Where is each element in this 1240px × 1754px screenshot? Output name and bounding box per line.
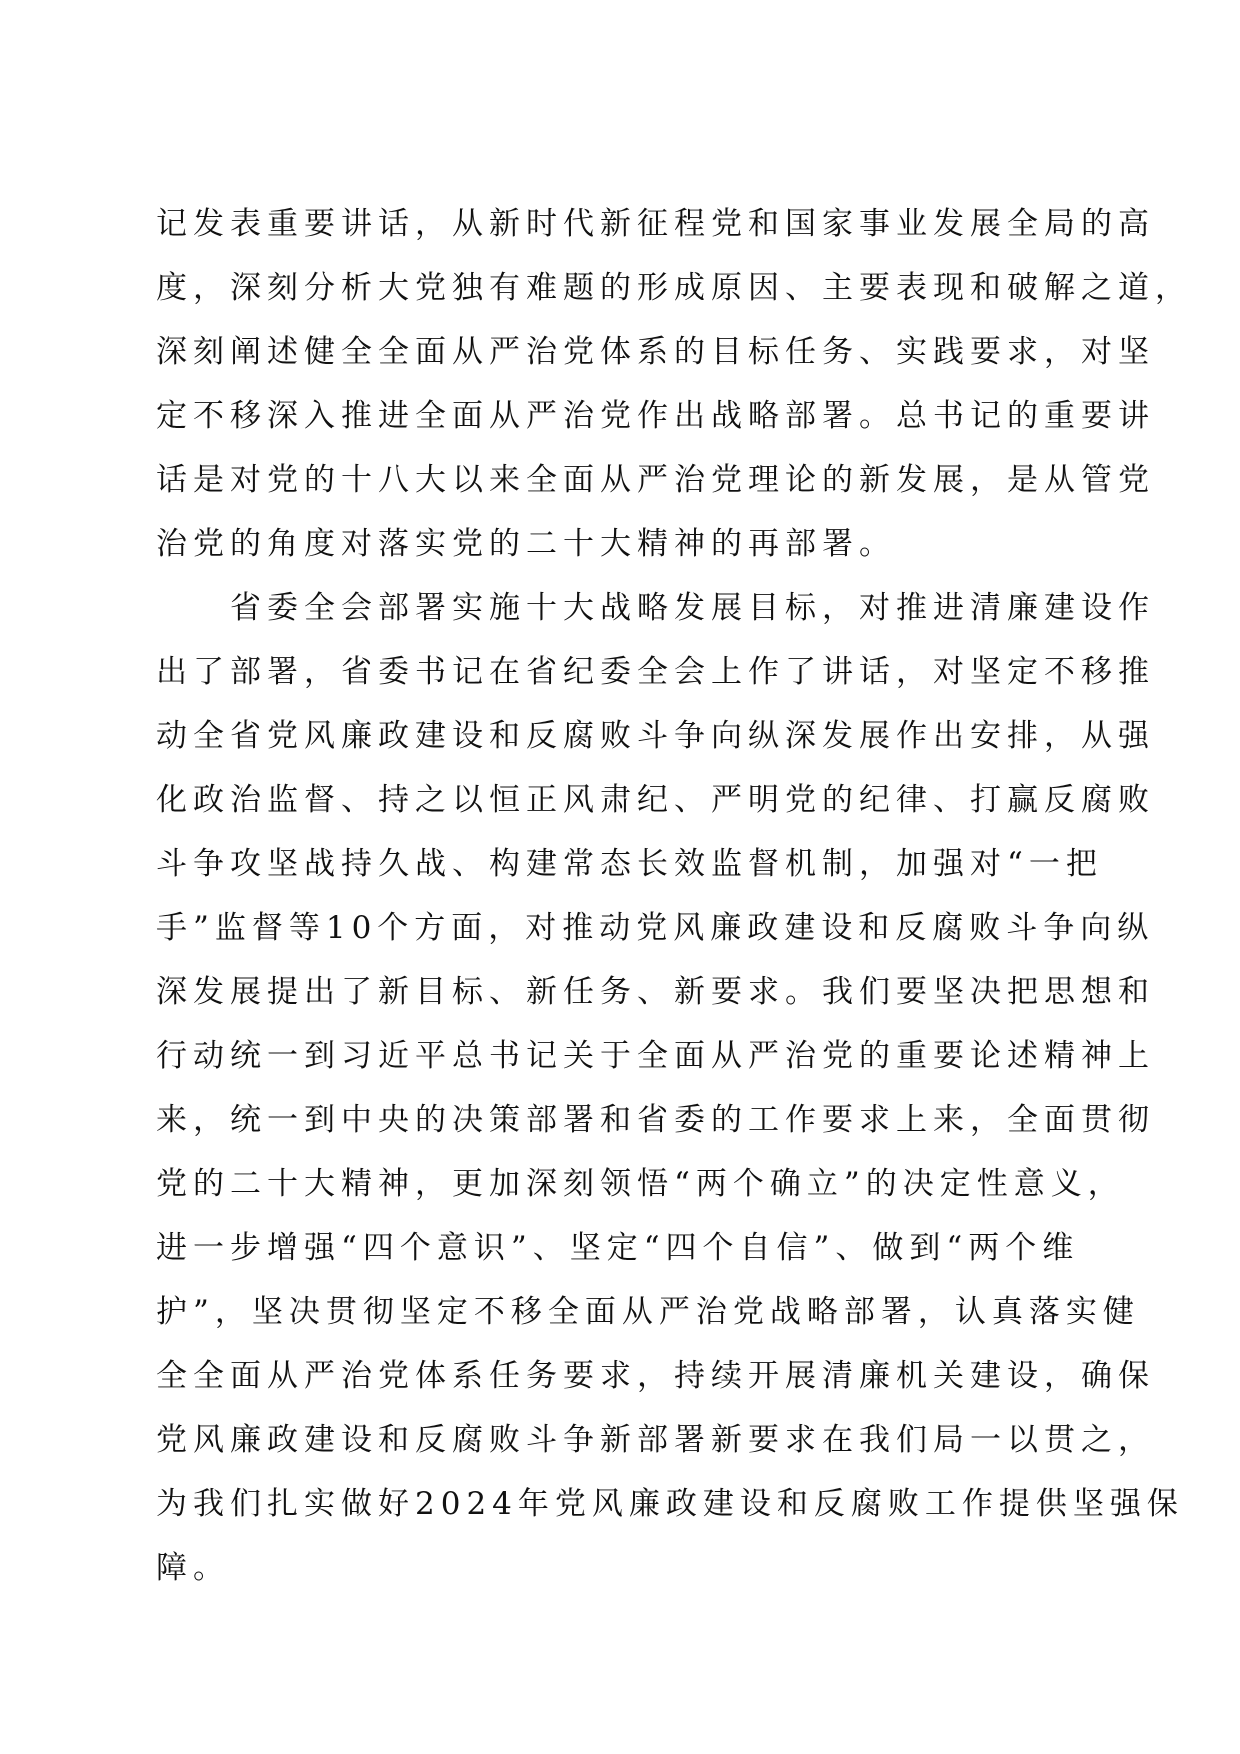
- text-line: 深发展提出了新目标、新任务、新要求。我们要坚决把思想和: [156, 974, 1155, 1010]
- text-line: 出了部署，省委书记在省纪委全会上作了讲话，对坚定不移推: [156, 654, 1155, 690]
- text-line: 障。: [156, 1550, 230, 1586]
- text-line: 进一步增强“四个意识”、坚定“四个自信”、做到“两个维: [156, 1230, 1080, 1266]
- text-line: 护”，坚决贯彻坚定不移全面从严治党战略部署，认真落实健: [156, 1294, 1140, 1330]
- text-line: 治党的角度对落实党的二十大精神的再部署。: [156, 526, 896, 562]
- text-line: 党风廉政建设和反腐败斗争新部署新要求在我们局一以贯之，: [156, 1422, 1155, 1458]
- text-line: 话是对党的十八大以来全面从严治党理论的新发展，是从管党: [156, 462, 1155, 498]
- text-line: 来，统一到中央的决策部署和省委的工作要求上来，全面贯彻: [156, 1102, 1155, 1138]
- text-line: 度，深刻分析大党独有难题的形成原因、主要表现和破解之道，: [156, 270, 1192, 306]
- text-line: 记发表重要讲话，从新时代新征程党和国家事业发展全局的高: [156, 206, 1155, 242]
- text-line: 手”监督等10个方面，对推动党风廉政建设和反腐败斗争向纵: [156, 910, 1155, 946]
- text-line: 斗争攻坚战持久战、构建常态长效监督机制，加强对“一把: [156, 846, 1103, 882]
- paragraph-1: [156, 192, 1192, 576]
- text-line-first-indented: 省委全会部署实施十大战略发展目标，对推进清廉建设作: [230, 590, 1155, 626]
- text-line: 动全省党风廉政建设和反腐败斗争向纵深发展作出安排，从强: [156, 718, 1155, 754]
- paragraph-2: [156, 576, 1184, 1600]
- text-line: 定不移深入推进全面从严治党作出战略部署。总书记的重要讲: [156, 398, 1155, 434]
- text-line: 党的二十大精神，更加深刻领悟“两个确立”的决定性意义，: [156, 1166, 1125, 1202]
- text-line: 行动统一到习近平总书记关于全面从严治党的重要论述精神上: [156, 1038, 1155, 1074]
- text-line: 全全面从严治党体系任务要求，持续开展清廉机关建设，确保: [156, 1358, 1155, 1394]
- document-body: [156, 192, 1192, 1600]
- text-line: 化政治监督、持之以恒正风肃纪、严明党的纪律、打赢反腐败: [156, 782, 1155, 818]
- text-line: 为我们扎实做好2024年党风廉政建设和反腐败工作提供坚强保: [156, 1486, 1184, 1522]
- text-line: 深刻阐述健全全面从严治党体系的目标任务、实践要求，对坚: [156, 334, 1155, 370]
